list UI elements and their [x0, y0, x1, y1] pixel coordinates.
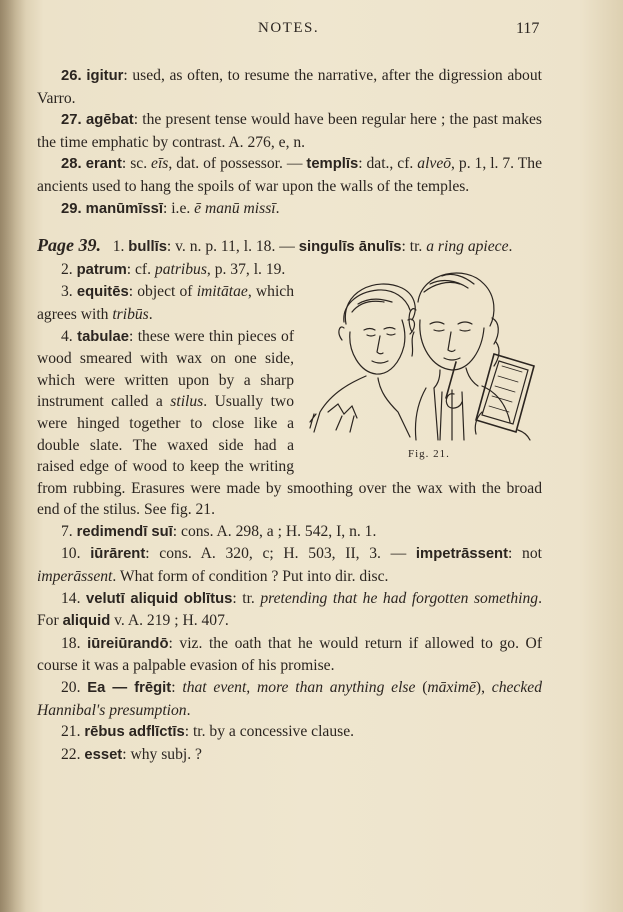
running-head: [0, 20, 623, 42]
note-28: 28. erant: sc. eīs, dat. of possessor. — templīs: dat., cf. alveō, p. 1, l. 7. The ancients used to hang the spoils of war upon the walls of the temples.: [37, 155, 542, 195]
note-39-10: 10. iūrārent: cons. A. 320, c; H. 503, II, 3. — impetrāssent: not imperāssent. What form of condition ? Put into dir. disc.: [37, 545, 542, 586]
lemma: iūreiūrandō: [87, 635, 169, 652]
lemma: 28. erant: [61, 156, 122, 173]
lemma: rēbus adflīctīs: [84, 724, 185, 741]
note-26: 26. igitur: used, as often, to resume the narrative, after the digression about Varro.: [37, 67, 542, 107]
lemma: 27. agēbat: [61, 112, 134, 129]
note-39-20: 20. Ea — frēgit: that event, more than anything else (māximē), checked Hannibal's presumption.: [37, 679, 542, 719]
figure-21: [306, 262, 546, 467]
page-number: 117: [516, 20, 540, 37]
figure-caption: Fig. 21.: [408, 447, 450, 460]
lemma: templīs: [306, 156, 359, 173]
note-39-4: 4. tabulae: these were thin pieces of wood smeared with wax on one side, which were written upon by a sharp instrument called a stilus. Usually two were hinged together to close like a double slate. The waxed side had a raised edge of wood to keep the writing from rubbing. Erasures were made by smoothing over the wax with the broad end of the stilus. See fig. 21.: [37, 327, 542, 519]
notes-body: [37, 65, 542, 766]
lemma: velutī aliquid oblītus: [86, 590, 233, 607]
wax-tablet-illustration: [306, 262, 546, 442]
lemma: patrum: [76, 261, 127, 278]
lemma: aliquid: [62, 613, 111, 630]
section-heading: Page 39.: [37, 235, 101, 256]
note-39-7: 7. redimendī suī: cons. A. 298, a ; H. 542, I, n. 1.: [61, 522, 377, 540]
lemma: impetrāssent: [415, 546, 509, 563]
note-29: 29. manūmīssī: i.e. ē manū missī.: [61, 199, 280, 217]
note-39-2: 2. patrum: cf. patribus, p. 37, l. 19.: [61, 260, 286, 278]
lemma: redimendī suī: [76, 523, 173, 540]
note-39-1: Page 39. 1. bullīs: v. n. p. 11, l. 18. — singulīs ānulīs: tr. a ring apiece.: [37, 235, 513, 256]
note-39-18: 18. iūreiūrandō: viz. the oath that he would return if allowed to go. Of course it was a palpable evasion of his promise.: [37, 634, 543, 675]
lemma: 26. igitur: [61, 68, 124, 84]
running-title: NOTES.: [258, 20, 320, 36]
lemma: singulīs ānulīs: [298, 239, 402, 256]
lemma: iūrārent: [90, 546, 146, 563]
note-39-22: 22. esset: why subj. ?: [61, 745, 202, 763]
lemma: esset: [84, 746, 123, 763]
lemma: equitēs: [76, 284, 129, 301]
lemma: Ea — frēgit: [87, 680, 172, 697]
lemma: 29. manūmīssī: [61, 200, 163, 217]
note-27: 27. agēbat: the present tense would have been regular here ; the past makes the time emphatic by contrast. A. 276, e, n.: [37, 111, 543, 151]
note-39-21: 21. rēbus adflīctīs: tr. by a concessive clause.: [61, 723, 355, 741]
lemma: tabulae: [77, 328, 129, 345]
note-39-14: 14. velutī aliquid oblītus: tr. pretending that he had forgotten something. For aliquid v. A. 219 ; H. 407.: [37, 589, 542, 630]
note-39-3: 3. equitēs: object of imitātae, which agrees with tribūs.: [37, 283, 295, 323]
lemma: bullīs: [128, 239, 167, 256]
